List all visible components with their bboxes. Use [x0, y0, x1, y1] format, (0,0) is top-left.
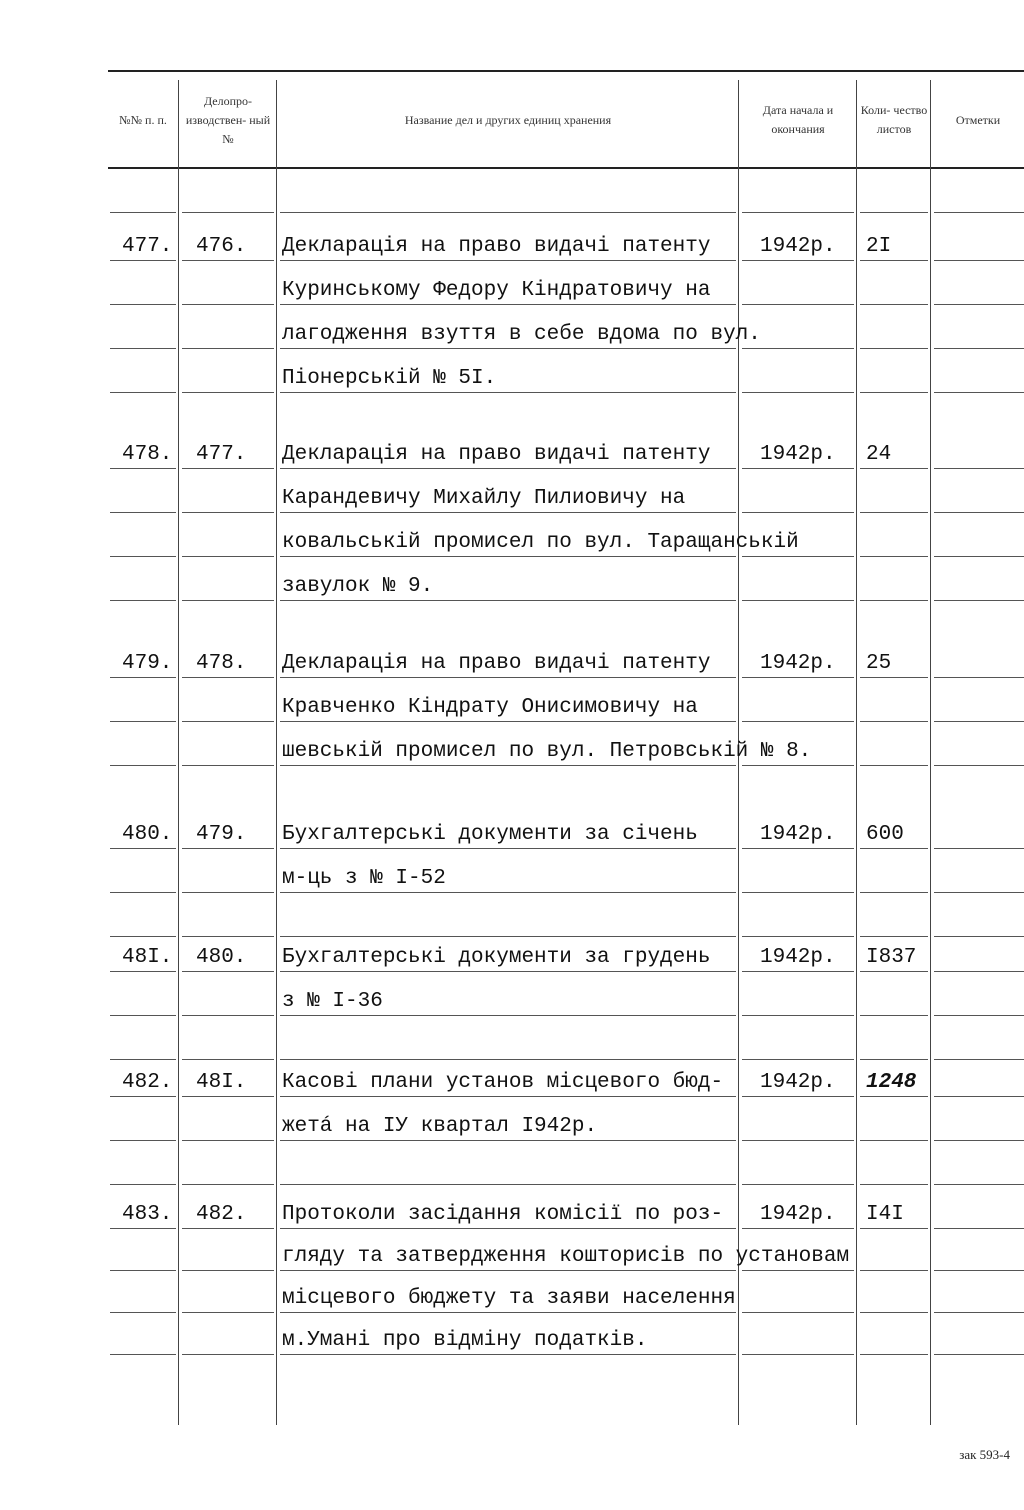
ruled-line	[860, 1312, 928, 1313]
ruled-line	[280, 1184, 736, 1185]
ruled-line	[934, 848, 1024, 849]
ruled-line	[934, 765, 1024, 766]
sheet-count: 1248	[866, 1071, 917, 1094]
entry-number: 477.	[122, 235, 173, 258]
entry-number: 483.	[122, 1203, 173, 1226]
sheet-count: I837	[866, 946, 917, 969]
column-divider	[178, 80, 179, 1425]
entry-title-line: Карандевичу Михайлу Пилиовичу на	[282, 487, 686, 510]
ruled-line	[860, 392, 928, 393]
ruled-line	[280, 556, 736, 557]
ruled-line	[860, 1140, 928, 1141]
entry-title-line: м-ць з № I-52	[282, 867, 446, 890]
ruled-line	[110, 1270, 176, 1271]
ruled-line	[860, 765, 928, 766]
ruled-line	[860, 468, 928, 469]
entry-number: 48I.	[122, 946, 173, 969]
ruled-line	[182, 512, 274, 513]
ruled-line	[934, 1059, 1024, 1060]
ruled-line	[934, 304, 1024, 305]
ruled-line	[742, 1228, 854, 1229]
ruled-line	[742, 260, 854, 261]
ruled-line	[182, 1184, 274, 1185]
ruled-line	[742, 1312, 854, 1313]
ruled-line	[860, 1059, 928, 1060]
ruled-line	[110, 304, 176, 305]
ruled-line	[110, 677, 176, 678]
ruled-line	[860, 1015, 928, 1016]
sheet-count: I4I	[866, 1203, 904, 1226]
ruled-line	[280, 348, 736, 349]
ruled-line	[110, 600, 176, 601]
ruled-line	[860, 1354, 928, 1355]
ruled-line	[280, 765, 736, 766]
ruled-line	[742, 936, 854, 937]
ruled-line	[182, 1140, 274, 1141]
ruled-line	[934, 1312, 1024, 1313]
ruled-line	[110, 1228, 176, 1229]
ruled-line	[182, 1270, 274, 1271]
ruled-line	[742, 212, 854, 213]
entry-title-line: Декларація на право видачі патенту	[282, 443, 711, 466]
ruled-line	[182, 936, 274, 937]
ruled-line	[280, 936, 736, 937]
ruled-line	[742, 600, 854, 601]
ruled-line	[860, 556, 928, 557]
ruled-line	[742, 848, 854, 849]
office-number: 478.	[196, 652, 247, 675]
ruled-line	[110, 260, 176, 261]
ruled-line	[742, 1015, 854, 1016]
ruled-line	[110, 556, 176, 557]
sheet-count: 600	[866, 823, 904, 846]
ruled-line	[280, 1059, 736, 1060]
column-divider	[930, 80, 931, 1425]
header-col-sheets: Коли- чество листов	[860, 103, 928, 136]
ruled-line	[742, 1184, 854, 1185]
ruled-line	[742, 1270, 854, 1271]
entry-title-line: Декларація на право видачі патенту	[282, 652, 711, 675]
ruled-line	[860, 600, 928, 601]
ruled-line	[860, 721, 928, 722]
ruled-line	[934, 677, 1024, 678]
ruled-line	[742, 556, 854, 557]
ruled-line	[280, 1354, 736, 1355]
ruled-line	[280, 1015, 736, 1016]
entry-title-line: місцевого бюджету та заяви населення	[282, 1287, 736, 1310]
ruled-line	[110, 1015, 176, 1016]
ruled-line	[182, 392, 274, 393]
ruled-line	[110, 1312, 176, 1313]
column-divider	[276, 80, 277, 1425]
ruled-line	[860, 304, 928, 305]
ruled-line	[742, 392, 854, 393]
entry-title-line: жетá на IУ квартал I942р.	[282, 1115, 598, 1138]
ruled-line	[110, 1140, 176, 1141]
ruled-line	[110, 512, 176, 513]
entry-number: 479.	[122, 652, 173, 675]
ruled-line	[182, 304, 274, 305]
ruled-line	[280, 600, 736, 601]
office-number: 479.	[196, 823, 247, 846]
header-col-notes: Отметки	[955, 112, 1001, 127]
ruled-line	[934, 1096, 1024, 1097]
ruled-line	[934, 600, 1024, 601]
ruled-line	[934, 512, 1024, 513]
entry-date: 1942р.	[760, 235, 836, 258]
ruled-line	[860, 848, 928, 849]
ruled-line	[280, 677, 736, 678]
ruled-line	[934, 892, 1024, 893]
ruled-line	[182, 1015, 274, 1016]
entry-date: 1942р.	[760, 946, 836, 969]
ruled-line	[934, 971, 1024, 972]
entry-title-line: гляду та затвердження кошторисів по установам	[282, 1245, 850, 1268]
ruled-line	[280, 392, 736, 393]
office-number: 480.	[196, 946, 247, 969]
ruled-line	[934, 212, 1024, 213]
ruled-line	[860, 1270, 928, 1271]
ruled-line	[182, 1059, 274, 1060]
ruled-line	[934, 468, 1024, 469]
sheet-count: 25	[866, 652, 892, 675]
ruled-line	[742, 971, 854, 972]
ruled-line	[182, 677, 274, 678]
sheet-count: 24	[866, 443, 892, 466]
ruled-line	[934, 1184, 1024, 1185]
ruled-line	[182, 212, 274, 213]
ruled-line	[110, 348, 176, 349]
ruled-line	[860, 260, 928, 261]
entry-date: 1942р.	[760, 1071, 836, 1094]
ruled-line	[182, 721, 274, 722]
ruled-line	[182, 892, 274, 893]
ruled-line	[280, 721, 736, 722]
ruled-line	[742, 1354, 854, 1355]
ruled-line	[860, 212, 928, 213]
entry-title-line: Декларація на право видачі патенту	[282, 235, 711, 258]
ruled-line	[860, 1228, 928, 1229]
entry-title-line: м.Умані про відміну податків.	[282, 1329, 648, 1352]
office-number: 48I.	[196, 1071, 247, 1094]
ruled-line	[934, 936, 1024, 937]
ruled-line	[860, 677, 928, 678]
ruled-line	[182, 1312, 274, 1313]
entry-date: 1942р.	[760, 1203, 836, 1226]
ruled-line	[742, 1059, 854, 1060]
header-col-office-no: Делопро- изводствен- ный №	[185, 93, 271, 146]
header-col-title: Название дел и других единиц хранения	[404, 112, 612, 127]
ruled-line	[110, 971, 176, 972]
ruled-line	[280, 1140, 736, 1141]
ruled-line	[860, 1184, 928, 1185]
ruled-line	[182, 1096, 274, 1097]
entry-title-line: шевській промисел по вул. Петровській № 8.	[282, 740, 812, 763]
office-number: 476.	[196, 235, 247, 258]
ruled-line	[860, 512, 928, 513]
ruled-line	[182, 765, 274, 766]
ruled-line	[934, 556, 1024, 557]
entry-number: 482.	[122, 1071, 173, 1094]
entry-title-line: Куринському Федору Кіндратовичу на	[282, 279, 711, 302]
sheet-count: 2I	[866, 235, 892, 258]
ruled-line	[280, 1312, 736, 1313]
ruled-line	[934, 260, 1024, 261]
ruled-line	[110, 721, 176, 722]
ruled-line	[280, 1228, 736, 1229]
ruled-line	[934, 1354, 1024, 1355]
ruled-line	[280, 304, 736, 305]
ruled-line	[280, 468, 736, 469]
ruled-line	[110, 765, 176, 766]
ruled-line	[280, 1270, 736, 1271]
ruled-line	[110, 468, 176, 469]
ruled-line	[182, 556, 274, 557]
ruled-line	[934, 1228, 1024, 1229]
ruled-line	[280, 1096, 736, 1097]
entry-title-line: завулок № 9.	[282, 575, 434, 598]
ruled-line	[110, 392, 176, 393]
entry-title-line: Бухгалтерські документи за січень	[282, 823, 698, 846]
ruled-line	[742, 677, 854, 678]
ruled-line	[110, 1059, 176, 1060]
entry-date: 1942р.	[760, 652, 836, 675]
ruled-line	[280, 260, 736, 261]
ruled-line	[280, 212, 736, 213]
ruled-line	[110, 1354, 176, 1355]
ruled-line	[182, 348, 274, 349]
header-col-no: №№ п. п.	[119, 112, 167, 127]
ruled-line	[182, 468, 274, 469]
ruled-line	[280, 848, 736, 849]
ruled-line	[280, 892, 736, 893]
entry-date: 1942р.	[760, 823, 836, 846]
ruled-line	[182, 1228, 274, 1229]
ruled-line	[934, 721, 1024, 722]
ruled-line	[742, 468, 854, 469]
ruled-line	[742, 512, 854, 513]
ruled-line	[110, 1184, 176, 1185]
top-border	[108, 70, 1024, 72]
entry-title-line: Протоколи засідання комісії по роз-	[282, 1203, 724, 1226]
ruled-line	[742, 1140, 854, 1141]
ruled-line	[742, 721, 854, 722]
ruled-line	[110, 1096, 176, 1097]
entry-title-line: Касові плани установ місцевого бюд-	[282, 1071, 724, 1094]
entry-title-line: з № I-36	[282, 990, 383, 1013]
ruled-line	[934, 392, 1024, 393]
entry-title-line: Бухгалтерські документи за грудень	[282, 946, 711, 969]
ruled-line	[934, 1015, 1024, 1016]
ruled-line	[860, 971, 928, 972]
ruled-line	[934, 348, 1024, 349]
office-number: 482.	[196, 1203, 247, 1226]
ruled-line	[110, 892, 176, 893]
ruled-line	[742, 892, 854, 893]
ruled-line	[110, 212, 176, 213]
ruled-line	[742, 304, 854, 305]
ruled-line	[280, 971, 736, 972]
entry-number: 480.	[122, 823, 173, 846]
ruled-line	[860, 1096, 928, 1097]
entry-title-line: лагодження взуття в себе вдома по вул.	[282, 323, 761, 346]
ruled-line	[280, 512, 736, 513]
ruled-line	[934, 1140, 1024, 1141]
entry-title-line: Піонерській № 5I.	[282, 367, 497, 390]
ruled-line	[182, 260, 274, 261]
ruled-line	[182, 971, 274, 972]
ruled-line	[742, 1096, 854, 1097]
header-bottom-border	[108, 167, 1024, 169]
entry-number: 478.	[122, 443, 173, 466]
entry-title-line: ковальській промисел по вул. Таращанській	[282, 531, 799, 554]
ruled-line	[860, 892, 928, 893]
ruled-line	[182, 1354, 274, 1355]
ruled-line	[110, 936, 176, 937]
ruled-line	[742, 348, 854, 349]
ruled-line	[742, 765, 854, 766]
ruled-line	[182, 848, 274, 849]
ruled-line	[860, 936, 928, 937]
order-number: зак 593-4	[959, 1447, 1010, 1462]
entry-date: 1942р.	[760, 443, 836, 466]
ruled-line	[110, 848, 176, 849]
ruled-line	[934, 1270, 1024, 1271]
ruled-line	[182, 600, 274, 601]
header-col-dates: Дата начала и окончания	[762, 103, 834, 136]
entry-title-line: Кравченко Кіндрату Онисимовичу на	[282, 696, 698, 719]
office-number: 477.	[196, 443, 247, 466]
ruled-line	[860, 348, 928, 349]
column-divider	[856, 80, 857, 1425]
